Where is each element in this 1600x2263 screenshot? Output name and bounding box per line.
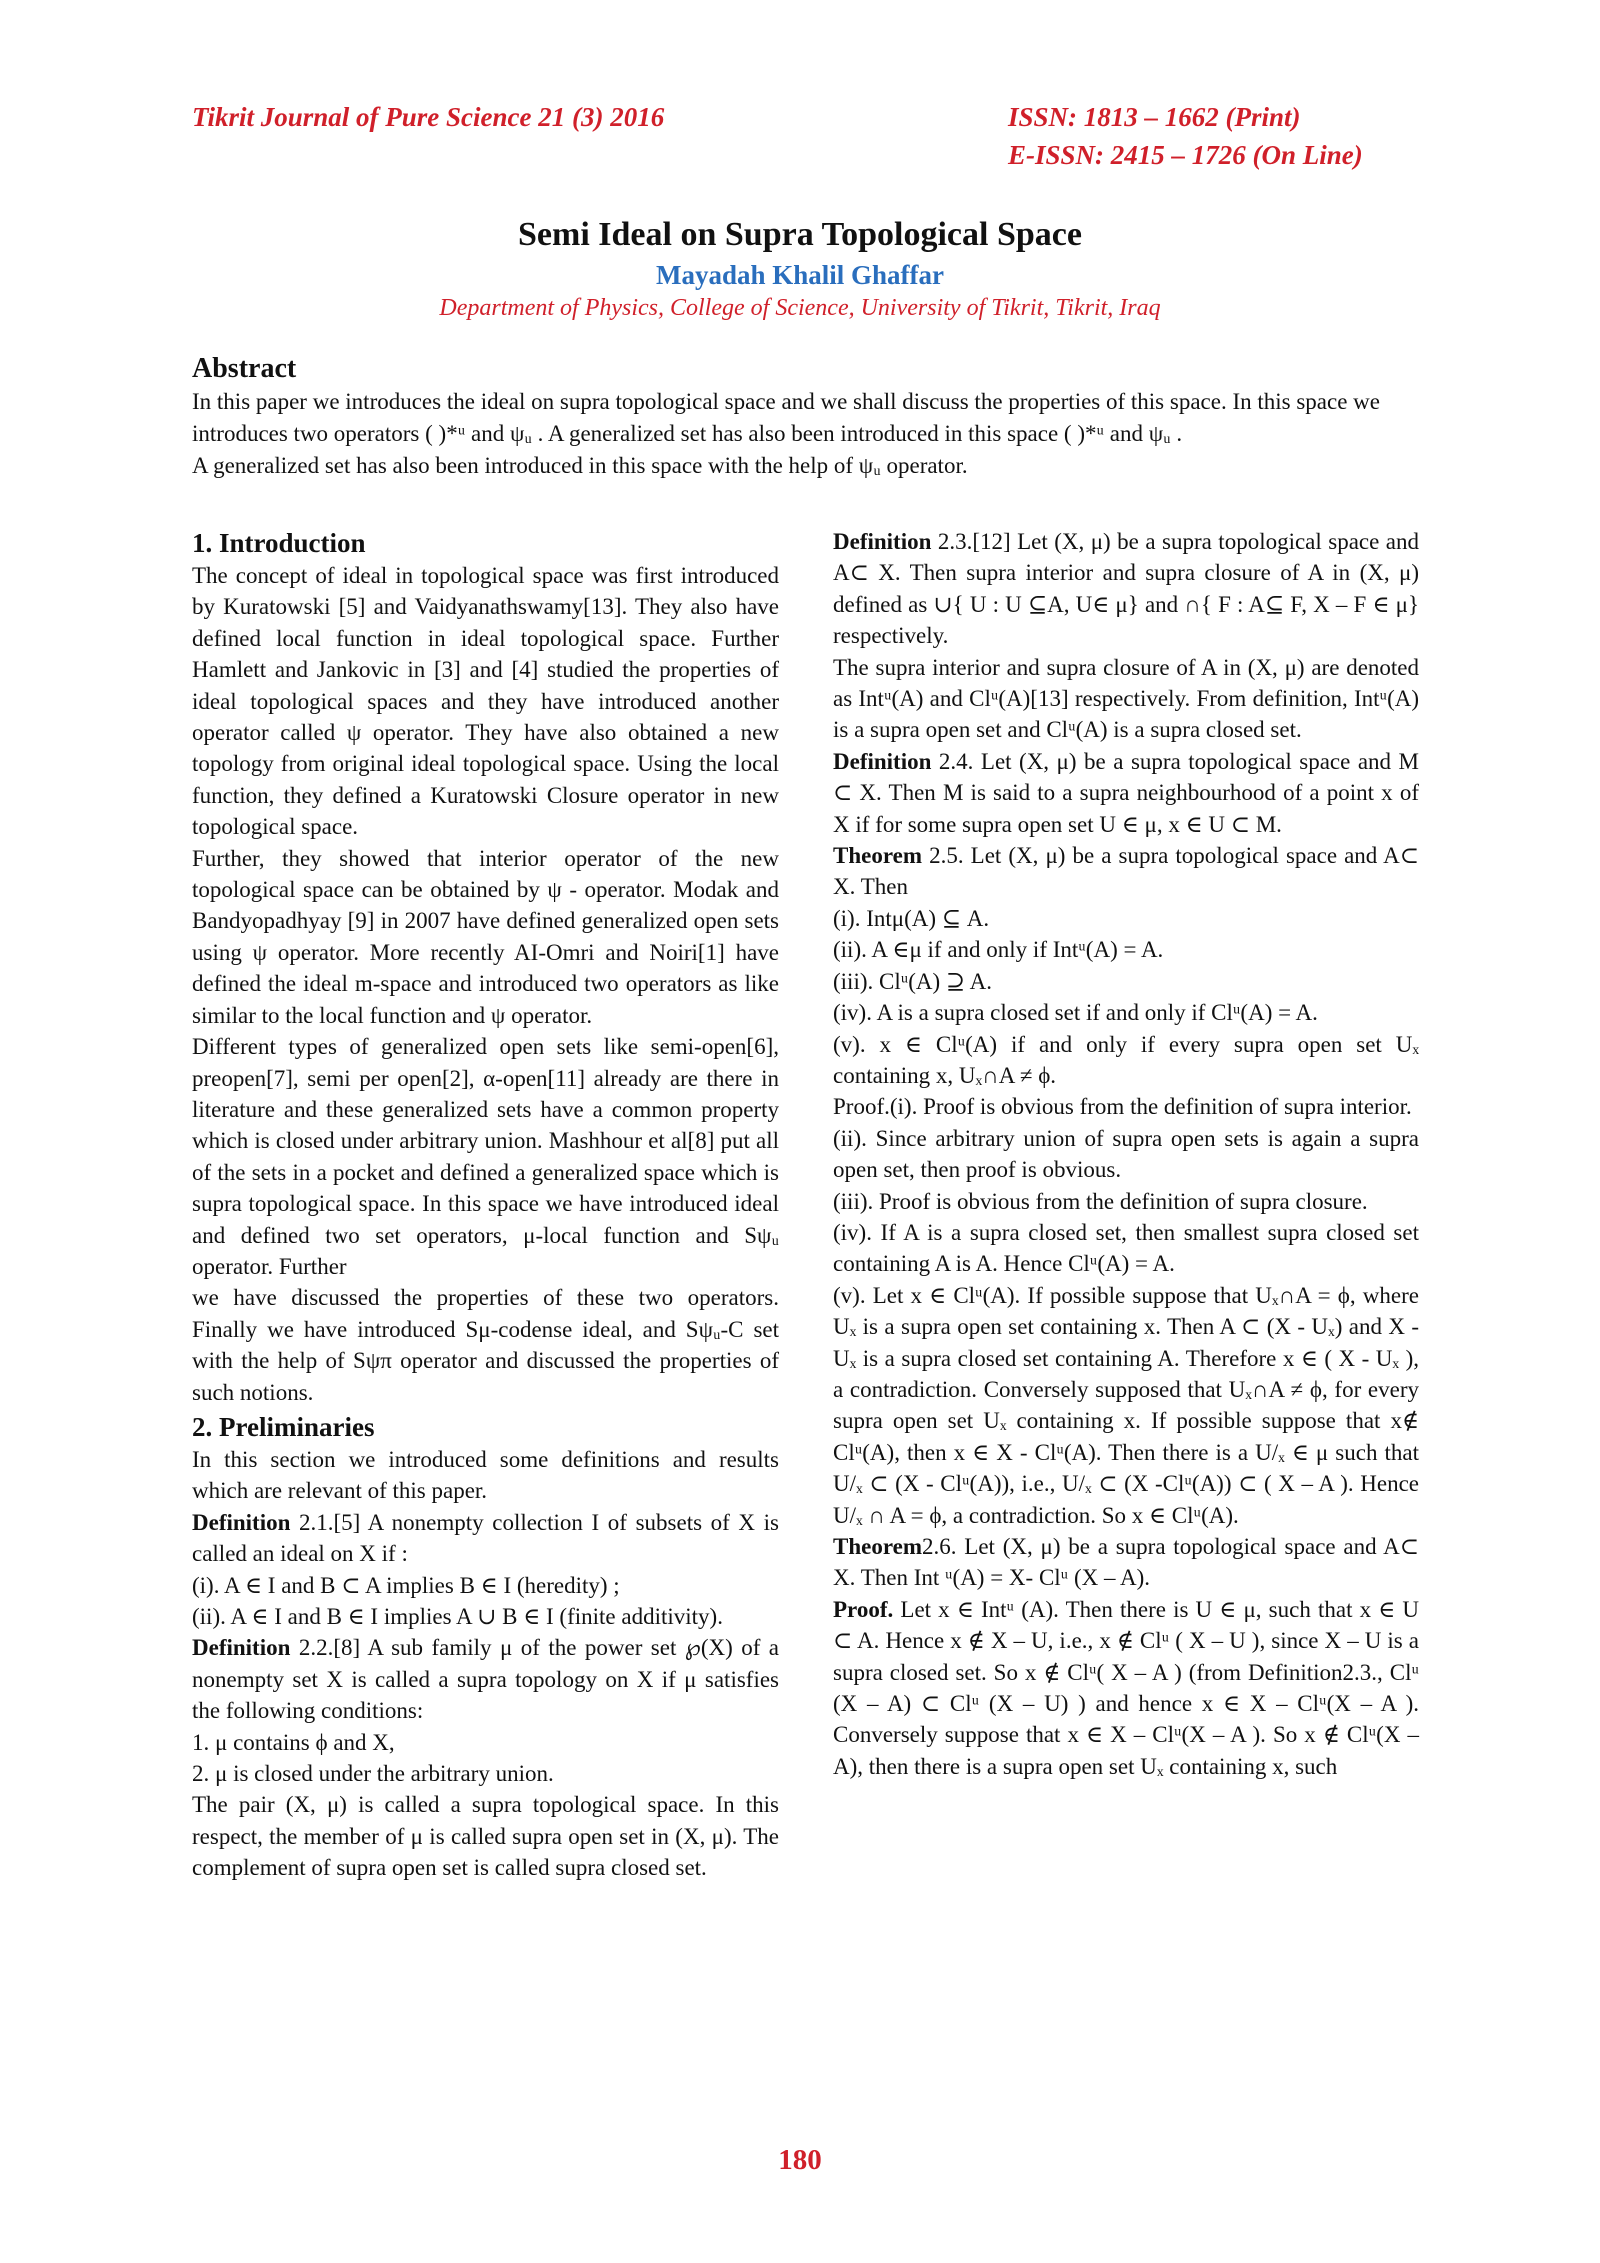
definition-label: Definition bbox=[833, 529, 932, 554]
definition-text: 2.2.[8] A sub family μ of the power set ℘(X) of a nonempty set X is called a supra topology on X if μ satisfies the following conditions: bbox=[192, 1635, 779, 1724]
definition-label: Definition bbox=[192, 1509, 291, 1535]
preliminaries-heading: 2. Preliminaries bbox=[192, 1411, 375, 1442]
definition-2-4 bbox=[833, 746, 1419, 840]
journal-header: Tikrit Journal of Pure Science 21 (3) 2016 bbox=[192, 102, 665, 132]
theorem-2-5-item-i: (i). Intμ(A) ⊆ A. bbox=[833, 905, 990, 931]
proof-i: Proof.(i). Proof is obvious from the definition of supra interior. bbox=[833, 1094, 1412, 1120]
intro-paragraph-3: Different types of generalized open sets like semi-open[6], preopen[7], semi per open[2], α-open[11] already are there in literature and these generalized sets have a common property which is closed under arbitrary union. Mashhour et al[8] put all of the sets in a pocket and defined a generalized space which is supra topological space. In this space we have introduced ideal and defined two set operators, μ-local function and Sψᵤ operator. Further bbox=[192, 1034, 779, 1279]
definition-2-2 bbox=[192, 1632, 779, 1726]
left-column bbox=[192, 526, 779, 1884]
definition-2-3-paragraph: The supra interior and supra closure of A in (X, μ) are denoted as Intᵘ(A) and Clᵘ(A)[13] respectively. From definition, Intᵘ(A) is a supra open set and Clᵘ(A) is a supra closed set. bbox=[833, 654, 1419, 743]
prelim-paragraph: In this section we introduced some definitions and results which are relevant of this paper. bbox=[192, 1446, 779, 1504]
definition-text: 2.3.[12] Let (X, μ) be a supra topological space and A⊂ X. Then supra interior and supra closure of A in (X, μ) defined as ∪{ U : U ⊆A, U∈ μ} and ∩{ F : A⊆ F, X – F ∈ μ} respectively. bbox=[833, 529, 1419, 649]
definition-label: Definition bbox=[192, 1635, 291, 1661]
definition-label: Definition bbox=[833, 748, 932, 774]
abstract-paragraph: In this paper we introduces the ideal on supra topological space and we shall discuss the properties of this space. In this space we introduces two operators ( )*ᵘ and ψᵤ . A generalized set has also been introduced in this space ( )*ᵘ and ψᵤ . bbox=[192, 389, 1380, 446]
theorem-2-6-proof bbox=[833, 1594, 1419, 1782]
proof-label: Proof. bbox=[833, 1596, 894, 1622]
paper-title: Semi Ideal on Supra Topological Space bbox=[518, 216, 1082, 253]
theorem-text: 2.5. Let (X, μ) be a supra topological space and A⊂ X. Then bbox=[833, 843, 1419, 900]
proof-iv: (iv). If A is a supra closed set, then smallest supra closed set containing A is A. Hence Clᵘ(A) = A. bbox=[833, 1219, 1419, 1277]
abstract-heading: Abstract bbox=[192, 353, 297, 384]
definition-text: 2.1.[5] A nonempty collection I of subsets of X is called an ideal on X if : bbox=[192, 1509, 779, 1567]
author-name: Mayadah Khalil Ghaffar bbox=[655, 260, 945, 290]
definition-2-1 bbox=[192, 1507, 779, 1570]
right-column bbox=[833, 526, 1419, 1782]
definition-2-2-item-1: 1. μ contains ϕ and X, bbox=[192, 1729, 395, 1755]
title-block bbox=[0, 212, 1600, 324]
introduction-heading: 1. Introduction bbox=[192, 528, 366, 558]
proof-ii: (ii). Since arbitrary union of supra open sets is again a supra open set, then proof is obvious. bbox=[833, 1125, 1419, 1183]
intro-paragraph-2: Further, they showed that interior operator of the new topological space can be obtained by ψ - operator. Modak and Bandyopadhyay [9] in 2007 have defined generalized open sets using ψ operator. More recently AI-Omri and Noiri[1] have defined the ideal m-space and introduced two operators as like similar to the local function and ψ operator. bbox=[192, 845, 779, 1028]
theorem-label: Theorem bbox=[833, 843, 923, 869]
theorem-2-5-item-iii: (iii). Clᵘ(A) ⊇ A. bbox=[833, 968, 993, 994]
theorem-2-6 bbox=[833, 1531, 1419, 1594]
issn-header bbox=[1008, 98, 1363, 174]
issn-online: E-ISSN: 2415 – 1726 (On Line) bbox=[1008, 140, 1363, 170]
definition-2-1-item-ii: (ii). A ∈ I and B ∈ I implies A ∪ B ∈ I (finite additivity). bbox=[192, 1604, 723, 1629]
definition-2-2-item-2: 2. μ is closed under the arbitrary union. bbox=[192, 1761, 554, 1787]
theorem-2-5 bbox=[833, 840, 1419, 903]
page-number: 180 bbox=[778, 2144, 822, 2176]
author-affiliation: Department of Physics, College of Science, University of Tikrit, Tikrit, Iraq bbox=[439, 295, 1161, 321]
definition-2-2-paragraph: The pair (X, μ) is called a supra topological space. In this respect, the member of μ is called supra open set in (X, μ). The complement of supra open set is called supra closed set. bbox=[192, 1792, 779, 1881]
definition-text: 2.4. Let (X, μ) be a supra topological space and M ⊂ X. Then M is said to a supra neighbourhood of a point x of X if for some supra open set U ∈ μ, x ∈ U ⊂ M. bbox=[833, 748, 1419, 837]
abstract-section bbox=[192, 352, 1418, 482]
abstract-paragraph-2: A generalized set has also been introduced in this space with the help of ψᵤ operator. bbox=[192, 453, 968, 478]
theorem-2-5-item-v: (v). x ∈ Clᵘ(A) if and only if every supra open set Uₓ containing x, Uₓ∩A ≠ ϕ. bbox=[833, 1031, 1419, 1088]
proof-v: (v). Let x ∈ Clᵘ(A). If possible suppose that Uₓ∩A = ϕ, where Uₓ is a supra open set containing x. Then A ⊂ (X - Uₓ) and X - Uₓ is a supra closed set containing A. Therefore x ∈ ( X - Uₓ ), a contradiction. Conversely supposed that Uₓ∩A ≠ ϕ, for every supra open set Uₓ containing x. If possible suppose that x∉ Clᵘ(A), then x ∈ X - Clᵘ(A). Then there is a U/ₓ ∈ μ such that U/ₓ ⊂ (X - Clᵘ(A)), i.e., U/ₓ ⊂ (X -Clᵘ(A)) ⊂ ( X – A ). Hence U/ₓ ∩ A = ϕ, a contradiction. So x ∈ Clᵘ(A). bbox=[833, 1282, 1419, 1528]
theorem-label: Theorem bbox=[833, 1534, 923, 1559]
issn-print: ISSN: 1813 – 1662 (Print) bbox=[1008, 102, 1301, 132]
intro-paragraph-4: we have discussed the properties of these two operators. Finally we have introduced Sμ-codense ideal, and Sψᵤ-C set with the help of Sψπ operator and discussed the properties of such notions. bbox=[192, 1285, 779, 1405]
theorem-text: 2.6. Let (X, μ) be a supra topological space and A⊂ X. Then Int ᵘ(A) = X- Clᵘ (X – A). bbox=[833, 1534, 1419, 1591]
proof-iii: (iii). Proof is obvious from the definition of supra closure. bbox=[833, 1188, 1368, 1214]
definition-2-1-item-i: (i). A ∈ I and B ⊂ A implies B ∈ I (heredity) ; bbox=[192, 1572, 620, 1598]
definition-2-3 bbox=[833, 526, 1419, 652]
intro-paragraph-1: The concept of ideal in topological space was first introduced by Kuratowski [5] and Vaidyanathswamy[13]. They also have defined local function in ideal topological space. Further Hamlett and Jankovic in [3] and [4] studied the properties of ideal topological spaces and they have introduced another operator called ψ operator. They have also obtained a new topology from original ideal topological space. Using the local function, they defined a Kuratowski Closure operator in new topological space. bbox=[192, 563, 779, 840]
theorem-2-5-item-iv: (iv). A is a supra closed set if and only if Clᵘ(A) = A. bbox=[833, 1000, 1318, 1026]
theorem-2-5-item-ii: (ii). A ∈μ if and only if Intᵘ(A) = A. bbox=[833, 937, 1164, 963]
proof-text: Let x ∈ Intᵘ (A). Then there is U ∈ μ, such that x ∈ U ⊂ A. Hence x ∉ X – U, i.e., x ∉ Clᵘ ( X – U ), since X – U is a supra closed set. So x ∉ Clᵘ( X – A ) (from Definition2.3., Clᵘ (X – A) ⊂ Clᵘ (X – U) ) and hence x ∈ X – Clᵘ(X – A ). Conversely suppose that x ∈ X – Clᵘ(X – A ). So x ∉ Clᵘ(X – A), then there is a supra open set Uₓ containing x, such bbox=[833, 1596, 1419, 1779]
